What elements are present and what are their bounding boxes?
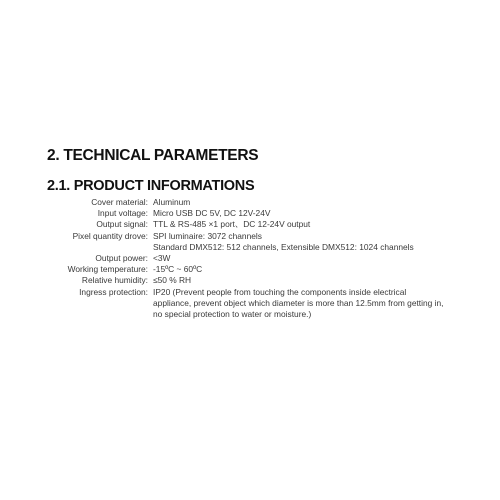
param-value: ≤50 % RH: [153, 275, 192, 286]
section-heading: 2. TECHNICAL PARAMETERS: [47, 147, 259, 164]
param-value: Micro USB DC 5V, DC 12V-24V: [153, 208, 271, 219]
param-label: Working temperature:: [67, 264, 148, 275]
param-label: Ingress protection:: [79, 286, 148, 297]
param-row-ingress-protection: [0, 287, 500, 321]
param-label: Relative humidity:: [81, 275, 148, 286]
param-row-cover-material: [0, 197, 500, 208]
param-value: no special protection to water or moisture.): [153, 309, 312, 320]
param-label: Output power:: [95, 253, 148, 264]
param-value: <3W: [153, 253, 171, 264]
param-value: IP20 (Prevent people from touching the components inside electrical: [153, 286, 407, 297]
param-value: Aluminum: [153, 197, 191, 207]
param-row-output-power: [0, 253, 500, 264]
param-value: appliance, prevent object which diameter is more than 12.5mm from getting in,: [153, 297, 444, 308]
param-label: Pixel quantity drove:: [72, 230, 148, 241]
param-label: Input voltage:: [97, 208, 148, 219]
param-row-output-signal: [0, 219, 500, 230]
param-value: TTL & RS-485 ×1 port、DC 12-24V output: [153, 219, 311, 230]
param-row-working-temperature: [0, 264, 500, 275]
param-label: Output signal:: [96, 219, 148, 230]
subsection-heading: 2.1. PRODUCT INFORMATIONS: [47, 178, 255, 194]
param-row-input-voltage: [0, 208, 500, 219]
param-value: SPI luminaire: 3072 channels: [153, 230, 262, 241]
param-value: -15ºC ~ 60ºC: [153, 264, 203, 275]
param-row-pixel-quantity: [0, 231, 500, 253]
parameter-list: [0, 197, 500, 320]
param-label: Cover material:: [91, 197, 148, 207]
param-value: Standard DMX512: 512 channels, Extensible DMX512: 1024 channels: [153, 241, 414, 252]
param-row-relative-humidity: [0, 275, 500, 286]
